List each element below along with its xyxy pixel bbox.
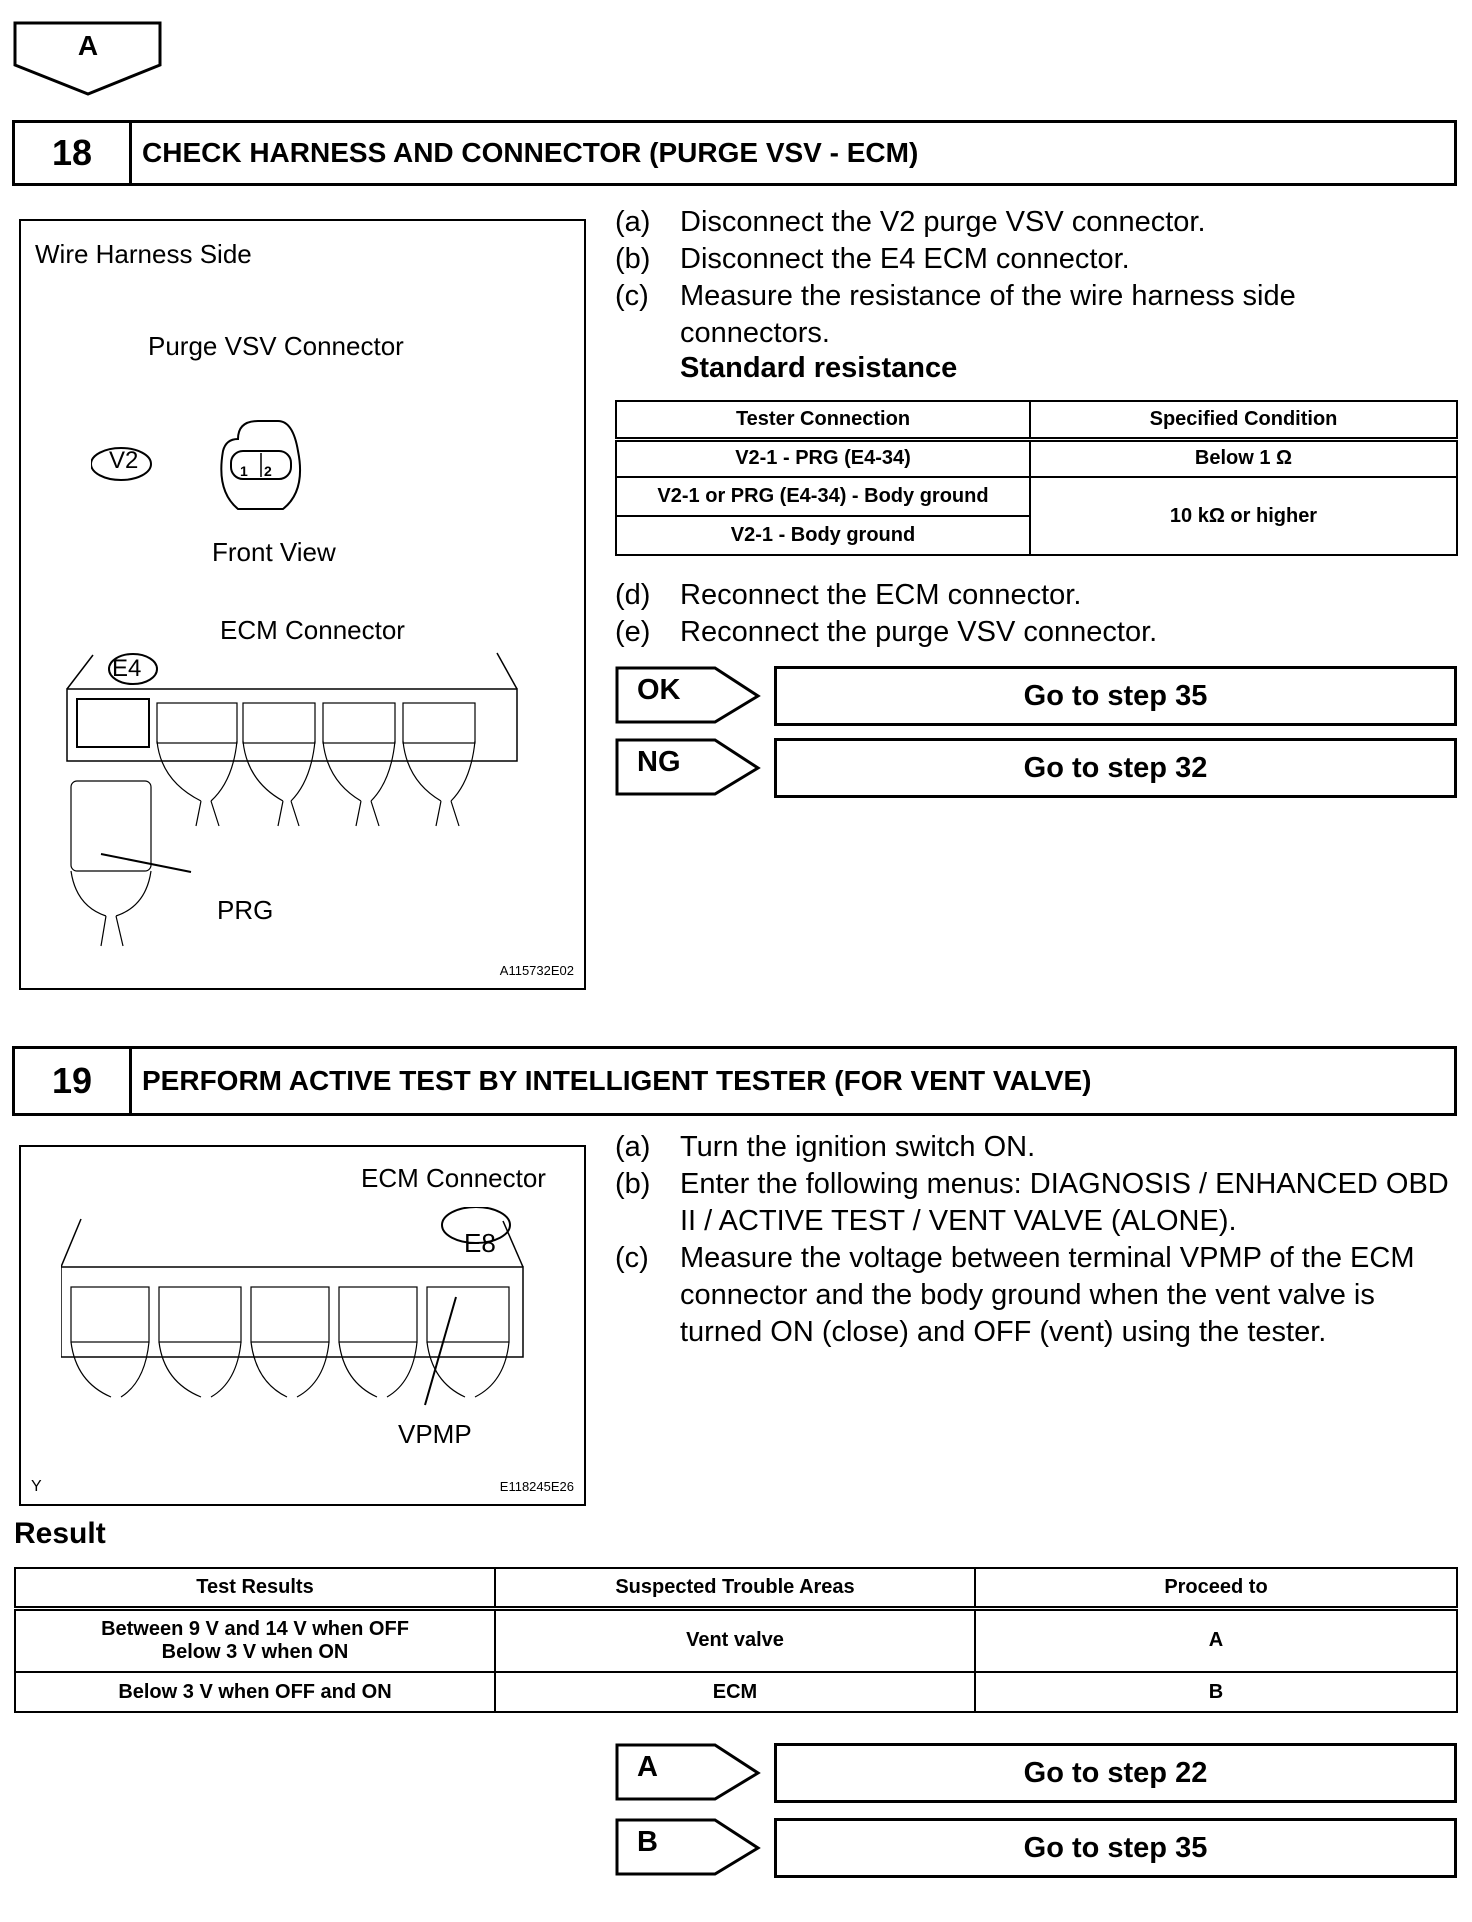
table-cell: V2-1 or PRG (E4-34) - Body ground bbox=[616, 477, 1030, 516]
figure-id: A115732E02 bbox=[499, 963, 574, 978]
step-19-header bbox=[12, 1046, 1457, 1116]
result-table bbox=[14, 1567, 1458, 1713]
header-cell: Test Results bbox=[15, 1568, 495, 1608]
table-cell: A bbox=[975, 1608, 1457, 1672]
result-ok-row bbox=[615, 666, 1457, 726]
header-cell: Specified Condition bbox=[1030, 401, 1457, 439]
connector-code-e8: E8 bbox=[464, 1228, 496, 1258]
table-row bbox=[15, 1608, 1457, 1672]
figure-title: Wire Harness Side bbox=[35, 239, 252, 269]
go-to-step-link[interactable]: Go to step 35 bbox=[774, 666, 1457, 726]
wiring-diagram-19 bbox=[19, 1145, 586, 1506]
table-cell: V2-1 - PRG (E4-34) bbox=[616, 439, 1030, 477]
table-row bbox=[15, 1672, 1457, 1712]
result-ng-row bbox=[615, 738, 1457, 798]
result-a-row bbox=[615, 1743, 1457, 1803]
table-cell: ECM bbox=[495, 1672, 975, 1712]
step-title: PERFORM ACTIVE TEST BY INTELLIGENT TESTER (FOR VENT VALVE) bbox=[142, 1065, 1092, 1096]
table-header-row bbox=[616, 401, 1457, 439]
figure-id: E118245E26 bbox=[499, 1479, 574, 1494]
front-view-label: Front View bbox=[212, 537, 336, 567]
result-key-ok: OK bbox=[615, 666, 761, 726]
go-to-step-link[interactable]: Go to step 32 bbox=[774, 738, 1457, 798]
table-row bbox=[616, 439, 1457, 477]
go-to-step-link[interactable]: Go to step 35 bbox=[774, 1818, 1457, 1878]
marker-label: A bbox=[77, 30, 99, 61]
step-title: CHECK HARNESS AND CONNECTOR (PURGE VSV - ECM) bbox=[142, 137, 919, 168]
header-cell: Tester Connection bbox=[616, 401, 1030, 439]
result-key-a: A bbox=[615, 1743, 761, 1803]
pin-1: 1 bbox=[240, 463, 248, 479]
table-header-row bbox=[15, 1568, 1457, 1608]
table-cell: V2-1 - Body ground bbox=[616, 516, 1030, 555]
table-cell: B bbox=[975, 1672, 1457, 1712]
table-cell: Vent valve bbox=[495, 1608, 975, 1672]
terminal-prg-label: PRG bbox=[217, 895, 274, 925]
result-key-b: B bbox=[615, 1818, 761, 1878]
connector-code-e4: E4 bbox=[112, 655, 142, 682]
figure-corner-mark: Y bbox=[31, 1478, 42, 1495]
result-b-row bbox=[615, 1818, 1457, 1878]
table-row bbox=[616, 477, 1457, 516]
table-cell: Below 1 Ω bbox=[1030, 439, 1457, 477]
result-heading: Result bbox=[14, 1517, 106, 1550]
step-18-header bbox=[12, 120, 1457, 186]
header-cell: Proceed to bbox=[975, 1568, 1457, 1608]
resistance-table bbox=[615, 400, 1458, 556]
standard-resistance-heading: Standard resistance bbox=[680, 352, 958, 384]
step-number: 19 bbox=[15, 1049, 132, 1113]
table-cell: Below 3 V when OFF and ON bbox=[15, 1672, 495, 1712]
pin-2: 2 bbox=[264, 463, 272, 479]
table-cell: Between 9 V and 14 V when OFF Below 3 V when ON bbox=[15, 1608, 495, 1672]
repair-manual-page: A 18 CHECK HARNESS AND CONNECTOR (PURGE VSV - ECM) Wire Harness Side Purge VSV Connector V2 1 2 Front View ECM Connector E4 PRG A115732E02 (a) Disconnect the V2 purge VSV connector. (b) Disconnect the E4 ECM connector. (c) Measure the resistance of the wire harness side connectors. Standard resistance Tester Connection Specified Condition V2-1 - PRG (E4-34) Below 1 Ω V2-1 or PRG (E4-34) - Body ground 10 kΩ or higher V2-1 - Body ground (d) Reconnect the ECM connector. (e) Reconnect the purge VSV connector. OK Go to step 35 NG Go to step 32 19 PERFORM ACTIVE TEST BY INTELLIGENT TESTER (FOR VENT VALVE) ECM Connector E8 VPMP Y E118245E26 (a) Turn the ignition switch ON. (b) Enter the following menus: DIAGNOSIS / ENHANCED OBD II / ACTIVE TEST / VENT VALVE (ALONE). (c) Measure the voltage between terminal VPMP of the ECM connector and the body ground when the vent valve is turned ON (close) and OFF (vent) using the tester. Result Test Results Suspected Trouble Areas Proceed to Between 9 V and 14 V when OFF Below 3 V when ON Vent valve A Below 3 V when OFF and ON ECM B A Go to step 22 B Go to step 35 bbox=[0, 0, 1472, 1922]
go-to-step-link[interactable]: Go to step 22 bbox=[774, 1743, 1457, 1803]
ecm-connector-e4-icon bbox=[61, 641, 561, 951]
ecm-connector-label: ECM Connector bbox=[361, 1163, 546, 1193]
result-key-ng: NG bbox=[615, 738, 761, 798]
wiring-diagram-18 bbox=[19, 219, 586, 990]
terminal-vpmp-label: VPMP bbox=[398, 1419, 472, 1449]
connector-code-v2: V2 bbox=[109, 447, 139, 474]
header-cell: Suspected Trouble Areas bbox=[495, 1568, 975, 1608]
purge-vsv-label: Purge VSV Connector bbox=[148, 331, 404, 361]
table-cell: 10 kΩ or higher bbox=[1030, 477, 1457, 555]
step-number: 18 bbox=[15, 123, 132, 183]
ecm-connector-label: ECM Connector bbox=[220, 615, 405, 645]
